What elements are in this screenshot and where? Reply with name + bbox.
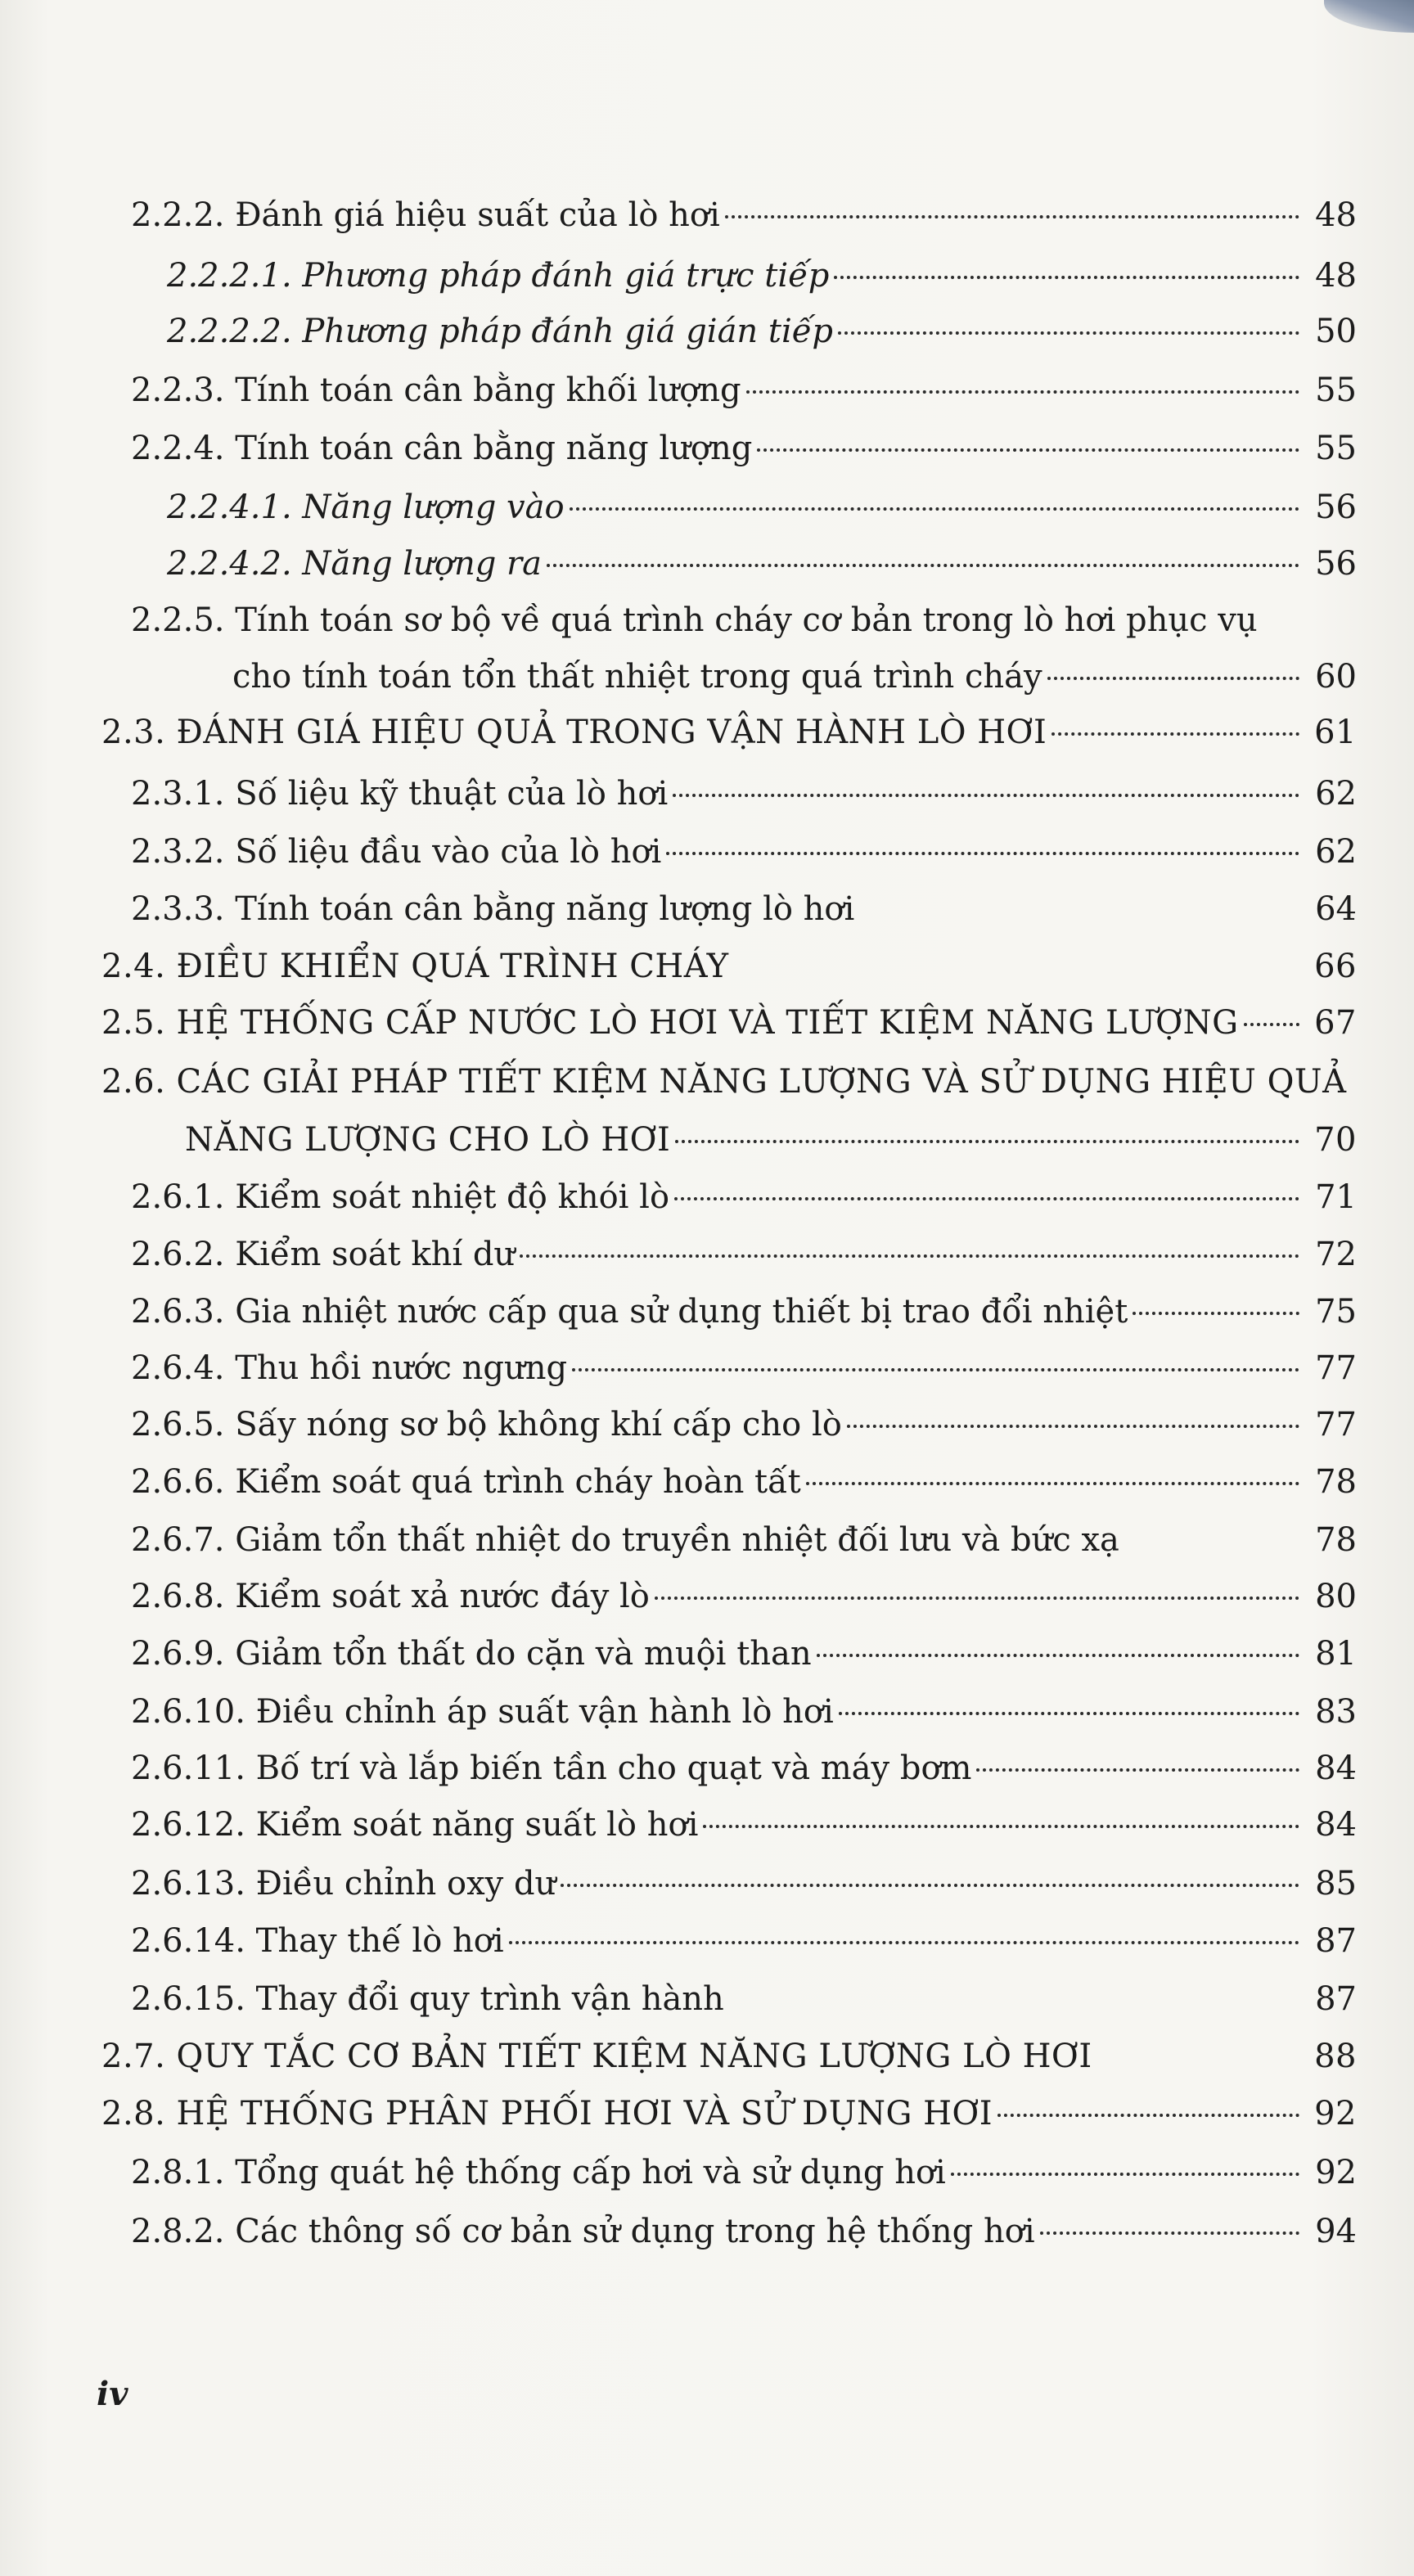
- toc-entry-title: 2.6.15. Thay đổi quy trình vận hành: [131, 1980, 724, 2018]
- toc-page-number: 75: [1315, 1293, 1357, 1331]
- toc-entry: [232, 652, 1357, 701]
- toc-entry-title: 2.6.3. Gia nhiệt nước cấp qua sử dụng thiết bị trao đổi nhiệt: [131, 1293, 1128, 1331]
- dot-leader: [729, 1999, 1299, 2002]
- toc-page-number: 55: [1315, 430, 1357, 467]
- toc-page-number: 61: [1314, 714, 1357, 751]
- dot-leader: [675, 1140, 1299, 1143]
- toc-entry-title: 2.3.2. Số liệu đầu vào của lò hơi: [131, 833, 662, 871]
- toc-entry: [131, 827, 1357, 876]
- toc-entry-title: 2.2.2.1. Phương pháp đánh giá trực tiếp: [167, 257, 830, 295]
- toc-page-number: 62: [1315, 833, 1357, 871]
- toc-entry: [167, 307, 1357, 356]
- dot-leader: [1133, 1312, 1299, 1315]
- toc-entry: [131, 2207, 1357, 2256]
- dot-leader: [806, 1482, 1299, 1485]
- toc-entry: [131, 1230, 1357, 1279]
- toc-entry: [131, 1859, 1357, 1908]
- dot-leader: [951, 2173, 1299, 2176]
- toc-entry-title: 2.6.2. Kiểm soát khí dư: [131, 1236, 516, 1273]
- toc-entry-title: 2.2.4.1. Năng lượng vào: [167, 489, 565, 526]
- dot-leader: [1124, 1540, 1299, 1543]
- toc-entry: [131, 1916, 1357, 1966]
- dot-leader: [570, 507, 1299, 511]
- toc-entry-title: cho tính toán tổn thất nhiệt trong quá trình cháy: [232, 658, 1042, 696]
- toc-entry-title: 2.2.3. Tính toán cân bằng khối lượng: [131, 372, 741, 409]
- toc-section: [101, 942, 1357, 991]
- toc-page-number: 92: [1315, 2154, 1357, 2191]
- dot-leader: [520, 1254, 1299, 1258]
- toc-entry-title: 2.4. ĐIỀU KHIỂN QUÁ TRÌNH CHÁY: [101, 948, 729, 985]
- toc-entry-title: 2.6.9. Giảm tổn thất do cặn và muội than: [131, 1635, 812, 1673]
- dot-leader: [1040, 2231, 1299, 2235]
- toc-page-number: 94: [1315, 2213, 1357, 2250]
- toc-entry: [131, 424, 1357, 473]
- toc-entry-title: NĂNG LƯỢNG CHO LÒ HƠI: [185, 1121, 671, 1159]
- toc-page-number: 48: [1315, 196, 1357, 234]
- dot-leader: [666, 852, 1299, 855]
- toc-page-number: 55: [1315, 372, 1357, 409]
- toc-page-number: 83: [1315, 1693, 1357, 1731]
- toc-entry: [167, 483, 1357, 532]
- toc-entry-title: 2.8.1. Tổng quát hệ thống cấp hơi và sử dụng hơi: [131, 2154, 946, 2191]
- toc-entry: [167, 539, 1357, 588]
- toc-page-number: 56: [1315, 489, 1357, 526]
- dot-leader: [703, 1825, 1299, 1828]
- dot-leader: [572, 1368, 1299, 1371]
- toc-section: [101, 2032, 1357, 2081]
- toc-entry-title: 2.6.12. Kiểm soát năng suất lò hơi: [131, 1806, 699, 1844]
- dot-leader: [1244, 1023, 1299, 1026]
- toc-entry-title: 2.6.6. Kiểm soát quá trình cháy hoàn tất: [131, 1463, 801, 1501]
- toc-page-number: 92: [1314, 2095, 1357, 2132]
- dot-leader: [757, 448, 1299, 452]
- dot-leader: [817, 1654, 1299, 1657]
- toc-section: [101, 708, 1357, 757]
- toc-entry: [131, 191, 1357, 240]
- toc-page-number: 72: [1315, 1236, 1357, 1273]
- toc-entry: [131, 1457, 1357, 1506]
- toc-entry-title: 2.8. HỆ THỐNG PHÂN PHỐI HƠI VÀ SỬ DỤNG HƠI: [101, 2095, 993, 2132]
- toc-page-number: 84: [1315, 1806, 1357, 1844]
- toc-page-number: 71: [1315, 1178, 1357, 1216]
- toc-entry-title: 2.3. ĐÁNH GIÁ HIỆU QUẢ TRONG VẬN HÀNH LÒ HƠI: [101, 714, 1047, 751]
- toc-page-number: 66: [1314, 948, 1357, 985]
- toc-page-number: 87: [1315, 1980, 1357, 2018]
- dot-leader: [561, 1884, 1299, 1887]
- dot-leader: [674, 1197, 1299, 1200]
- toc-entry-title: 2.3.3. Tính toán cân bằng năng lượng lò hơi: [131, 890, 855, 928]
- toc-entry: [131, 1800, 1357, 1849]
- toc-page-number: 62: [1315, 775, 1357, 813]
- toc-entry-title: 2.6.5. Sấy nóng sơ bộ không khí cấp cho lò: [131, 1406, 842, 1443]
- dot-leader: [1097, 2056, 1299, 2060]
- toc-entry-title: 2.3.1. Số liệu kỹ thuật của lò hơi: [131, 775, 669, 813]
- toc-entry: [131, 1344, 1357, 1393]
- dot-leader: [746, 390, 1299, 394]
- toc-entry-title: 2.7. QUY TẮC CƠ BẢN TIẾT KIỆM NĂNG LƯỢNG LÒ HƠI: [101, 2038, 1092, 2075]
- toc-entry: [131, 885, 1357, 934]
- dot-leader: [733, 966, 1299, 970]
- toc-entry: [131, 1975, 1357, 2024]
- toc-entry: [131, 1744, 1357, 1793]
- toc-entry-title: 2.6.7. Giảm tổn thất nhiệt do truyền nhiệt đối lưu và bức xạ: [131, 1521, 1119, 1559]
- dot-leader: [1051, 732, 1299, 736]
- toc-entry: [131, 1687, 1357, 1736]
- toc-entry: [131, 2148, 1357, 2197]
- dot-leader: [859, 909, 1299, 912]
- dot-leader: [725, 215, 1299, 218]
- toc-entry: [131, 1572, 1357, 1621]
- toc-entry-title: 2.6.1. Kiểm soát nhiệt độ khói lò: [131, 1178, 670, 1216]
- toc-entry-title: 2.2.4.2. Năng lượng ra: [167, 545, 542, 583]
- toc-entry: [167, 251, 1357, 300]
- toc-page-number: 81: [1315, 1635, 1357, 1673]
- toc-page-number: 87: [1315, 1922, 1357, 1960]
- toc-entry-title: 2.6.8. Kiểm soát xả nước đáy lò: [131, 1578, 650, 1615]
- dot-leader: [509, 1941, 1299, 1944]
- toc-page-number: 77: [1315, 1349, 1357, 1387]
- dot-leader: [976, 1768, 1299, 1772]
- toc-entry-title: 2.2.2.2. Phương pháp đánh giá gián tiếp: [167, 313, 833, 350]
- dot-leader: [1047, 677, 1299, 680]
- toc-page-number: 85: [1315, 1865, 1357, 1903]
- toc-section-first-line: 2.6. CÁC GIẢI PHÁP TIẾT KIỆM NĂNG LƯỢNG VÀ SỬ DỤNG HIỆU QUẢ: [101, 1063, 1347, 1101]
- toc-page-number: 50: [1315, 313, 1357, 350]
- toc-page-number: 64: [1315, 890, 1357, 928]
- toc-entry-title: 2.2.4. Tính toán cân bằng năng lượng: [131, 430, 753, 467]
- toc-entry: [131, 1287, 1357, 1336]
- toc-entry-title: 2.8.2. Các thông số cơ bản sử dụng trong hệ thống hơi: [131, 2213, 1035, 2250]
- toc-section: [185, 1115, 1357, 1164]
- toc-entry-title: 2.2.2. Đánh giá hiệu suất của lò hơi: [131, 196, 720, 234]
- toc-page-number: 78: [1315, 1463, 1357, 1501]
- dot-leader: [839, 1712, 1299, 1715]
- toc-page-number: 48: [1315, 257, 1357, 295]
- toc-entry-title: 2.6.11. Bố trí và lắp biến tần cho quạt và máy bơm: [131, 1750, 972, 1787]
- toc-entry-title: 2.6.13. Điều chỉnh oxy dư: [131, 1865, 556, 1903]
- dot-leader: [655, 1596, 1299, 1600]
- toc-section: [101, 2089, 1357, 2138]
- dot-leader: [547, 564, 1299, 567]
- dot-leader: [673, 794, 1299, 797]
- toc-page-number: 84: [1315, 1750, 1357, 1787]
- toc-page-number: 78: [1315, 1521, 1357, 1559]
- dot-leader: [834, 276, 1299, 279]
- dot-leader: [847, 1425, 1299, 1428]
- toc-page-number: 77: [1315, 1406, 1357, 1443]
- toc-entry-first-line: 2.2.5. Tính toán sơ bộ về quá trình cháy cơ bản trong lò hơi phục vụ: [131, 601, 1258, 639]
- toc-section: [101, 998, 1357, 1047]
- toc-entry: [131, 1400, 1357, 1449]
- toc-page-number: 88: [1314, 2038, 1357, 2075]
- toc-entry: [131, 1173, 1357, 1222]
- toc-entry: [131, 366, 1357, 415]
- toc-page-number: 56: [1315, 545, 1357, 583]
- toc-entry-title: 2.6.14. Thay thế lò hơi: [131, 1922, 504, 1960]
- toc-page-number: 60: [1315, 658, 1357, 696]
- toc-page-number: 70: [1314, 1121, 1357, 1159]
- toc-entry: [131, 1515, 1357, 1565]
- toc-entry-title: 2.5. HỆ THỐNG CẤP NƯỚC LÒ HƠI VÀ TIẾT KIỆM NĂNG LƯỢNG: [101, 1004, 1239, 1042]
- toc-entry-title: 2.6.4. Thu hồi nước ngưng: [131, 1349, 568, 1387]
- dot-leader: [838, 331, 1299, 335]
- page-folio: iv: [97, 2375, 128, 2413]
- toc-entry: [131, 769, 1357, 818]
- dot-leader: [997, 2114, 1299, 2117]
- toc-entry-title: 2.6.10. Điều chỉnh áp suất vận hành lò hơi: [131, 1693, 834, 1731]
- toc-page-number: 80: [1315, 1578, 1357, 1615]
- toc-page-number: 67: [1314, 1004, 1357, 1042]
- toc-entry: [131, 1629, 1357, 1678]
